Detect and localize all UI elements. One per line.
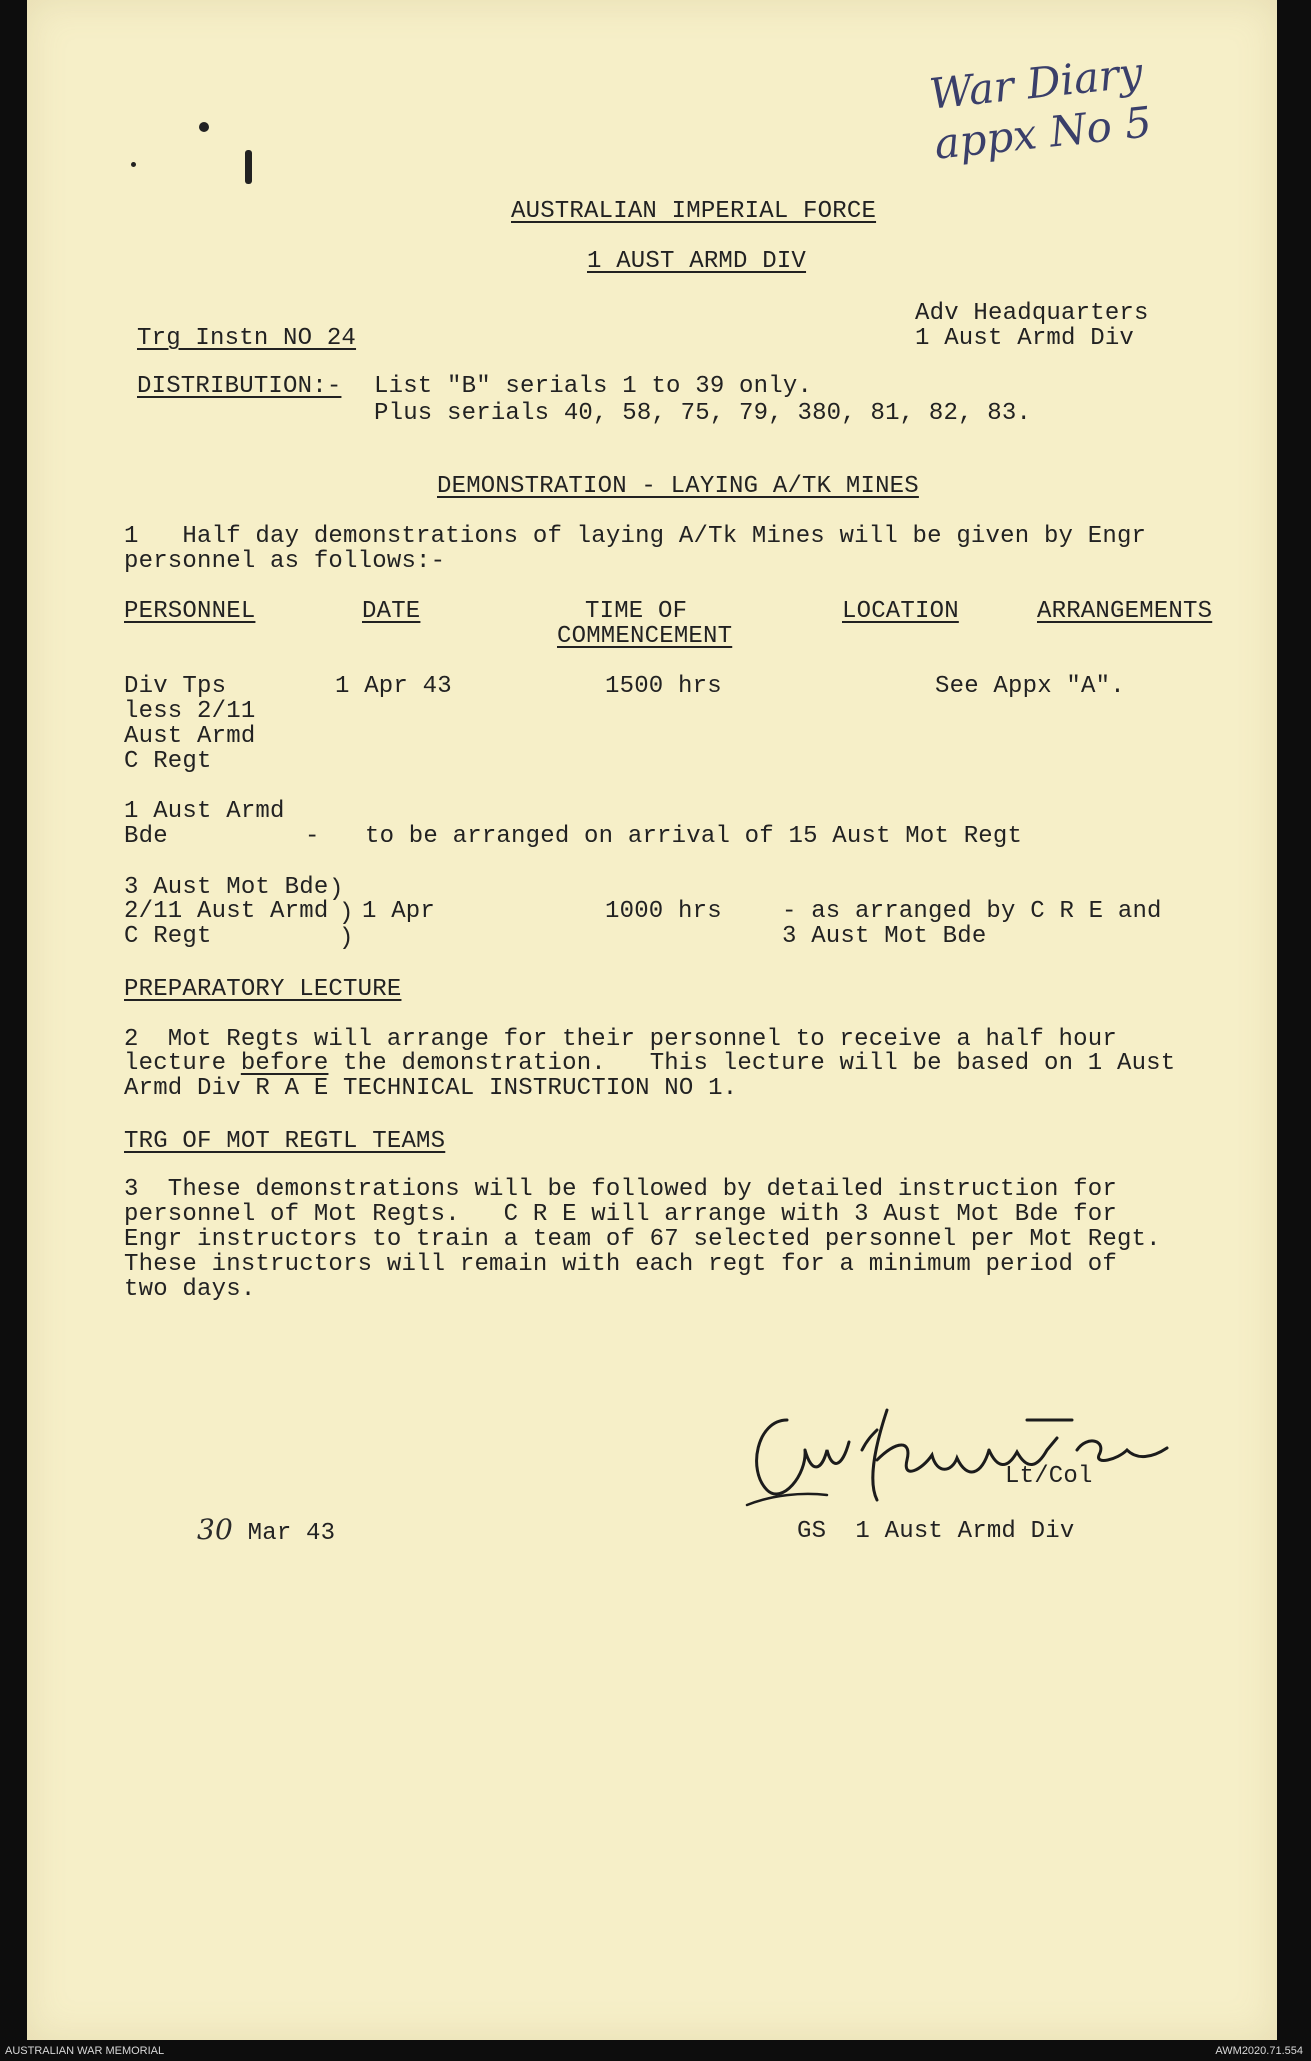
row3-personnel-l2: 2/11 Aust Armd — [124, 898, 329, 925]
row3-arrangements-l2: 3 Aust Mot Bde — [782, 923, 987, 950]
document-page — [27, 0, 1277, 2040]
row3-arrangements-l1: - as arranged by C R E and — [782, 898, 1162, 925]
para1-line1: 1 Half day demonstrations of laying A/Tk Mines will be given by Engr — [124, 523, 1147, 550]
col-header-arrangements: ARRANGEMENTS — [1037, 598, 1213, 625]
distribution-line1: List "B" serials 1 to 39 only. — [374, 373, 813, 400]
col-header-personnel: PERSONNEL — [124, 598, 256, 625]
section2-line3: Armd Div R A E TECHNICAL INSTRUCTION NO 1. — [124, 1075, 738, 1102]
row2-personnel-l1: 1 Aust Armd — [124, 798, 285, 825]
document-title: AUSTRALIAN IMPERIAL FORCE — [511, 198, 877, 225]
row1-date: 1 Apr 43 — [335, 673, 452, 700]
section3-heading: TRG OF MOT REGTL TEAMS — [124, 1128, 446, 1155]
division-heading: 1 AUST ARMD DIV — [587, 248, 807, 275]
row3-brace-bottom: ) — [339, 925, 354, 952]
row3-personnel-l3: C Regt — [124, 923, 212, 950]
row3-date: 1 Apr — [362, 898, 436, 925]
row2-note: to be arranged on arrival of 15 Aust Mot Regt — [365, 823, 1023, 850]
row3-time: 1000 hrs — [605, 898, 722, 925]
row1-time: 1500 hrs — [605, 673, 722, 700]
handwritten-signature — [727, 1380, 1177, 1520]
section2-heading: PREPARATORY LECTURE — [124, 976, 402, 1003]
section2-line1: 2 Mot Regts will arrange for their personnel to receive a half hour — [124, 1026, 1117, 1053]
row1-arrangements: See Appx "A". — [935, 673, 1125, 700]
date-month-year: Mar 43 — [233, 1520, 336, 1547]
row1-personnel-l2: less 2/11 — [124, 698, 256, 725]
section3-line4: These instructors will remain with each regt for a minimum period of — [124, 1251, 1117, 1278]
section2-line2-a: lecture — [124, 1050, 241, 1077]
war-diary-annotation-line1: War Diary — [927, 47, 1145, 119]
row1-personnel-l4: C Regt — [124, 748, 212, 775]
instruction-number: Trg Instn NO 24 — [137, 325, 357, 352]
subject-heading: DEMONSTRATION - LAYING A/TK MINES — [437, 473, 919, 500]
hq-line1: Adv Headquarters — [915, 300, 1149, 327]
row3-personnel-l1: 3 Aust Mot Bde — [124, 874, 329, 901]
row1-personnel-l1: Div Tps — [124, 673, 227, 700]
col-header-time-l2: COMMENCEMENT — [557, 623, 733, 650]
distribution-label: DISTRIBUTION:- — [137, 373, 342, 400]
row3-brace-top: ) — [329, 876, 344, 903]
col-header-time-l1: TIME OF — [585, 598, 688, 625]
distribution-line2: Plus serials 40, 58, 75, 79, 380, 81, 82, 83. — [374, 400, 1032, 427]
row2-personnel-l2: Bde — [124, 823, 168, 850]
document-date — [197, 1513, 336, 1547]
footer-right: AWM2020.71.554 — [1215, 2045, 1303, 2057]
section3-line3: Engr instructors to train a team of 67 selected personnel per Mot Regt. — [124, 1226, 1161, 1253]
section3-line5: two days. — [124, 1276, 256, 1303]
war-diary-annotation-line2: appx No 5 — [932, 97, 1154, 169]
section2-line2 — [124, 1052, 1175, 1076]
row2-dash: - — [305, 823, 320, 850]
col-header-date: DATE — [362, 598, 421, 625]
date-day-handwritten: 30 — [197, 1513, 234, 1546]
footer-left: AUSTRALIAN WAR MEMORIAL — [5, 2045, 165, 2057]
row1-personnel-l3: Aust Armd — [124, 723, 256, 750]
ink-dot — [131, 162, 136, 167]
signatory-appointment: GS 1 Aust Armd Div — [797, 1518, 1075, 1545]
para1-line2: personnel as follows:- — [124, 548, 446, 575]
ink-mark — [245, 150, 252, 184]
row3-brace-mid: ) — [339, 900, 354, 927]
section2-line2-c: the demonstration. This lecture will be based on 1 Aust — [328, 1050, 1176, 1077]
section2-line2-emphasis: before — [240, 1050, 329, 1077]
col-header-location: LOCATION — [842, 598, 959, 625]
signatory-rank: Lt/Col — [1005, 1463, 1093, 1490]
hq-line2: 1 Aust Armd Div — [915, 325, 1135, 352]
section3-line1: 3 These demonstrations will be followed by detailed instruction for — [124, 1176, 1117, 1203]
ink-spot — [199, 122, 209, 132]
section3-line2: personnel of Mot Regts. C R E will arrange with 3 Aust Mot Bde for — [124, 1201, 1117, 1228]
